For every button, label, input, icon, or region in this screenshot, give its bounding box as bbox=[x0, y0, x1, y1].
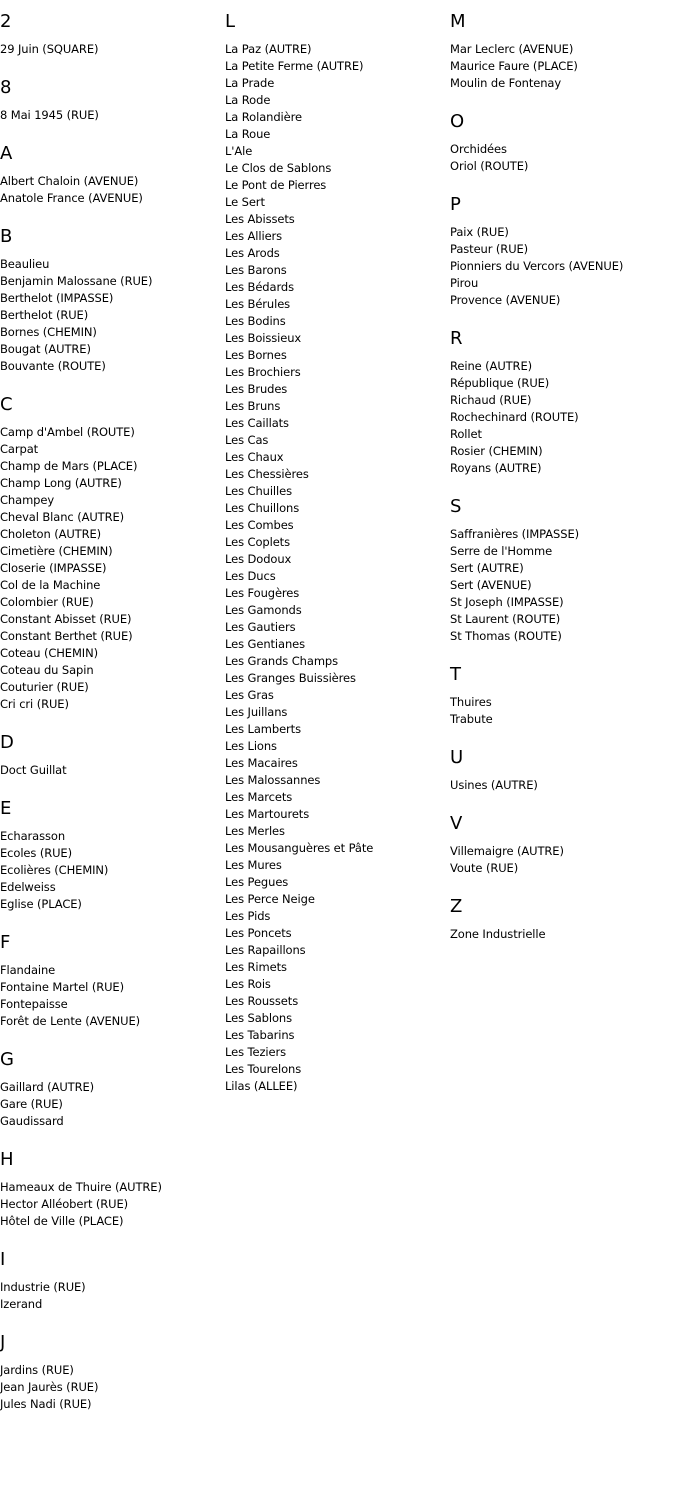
street-link[interactable]: Le Pont de Pierres bbox=[225, 178, 327, 192]
street-link[interactable]: Reine (AUTRE) bbox=[450, 359, 533, 373]
street-link[interactable]: Fontepaisse bbox=[0, 997, 68, 1011]
letter-section-o bbox=[450, 111, 672, 175]
street-link[interactable]: Les Chuillons bbox=[225, 501, 300, 515]
street-link[interactable]: Les Dodoux bbox=[225, 552, 292, 566]
street-link[interactable]: Cheval Blanc (AUTRE) bbox=[0, 510, 125, 524]
street-link[interactable]: Les Roussets bbox=[225, 994, 299, 1008]
street-link[interactable]: L'Ale bbox=[225, 144, 253, 158]
street-link[interactable]: Les Granges Buissières bbox=[225, 671, 356, 685]
street-link[interactable]: Gaudissard bbox=[0, 1114, 64, 1128]
street-link[interactable]: Les Pegues bbox=[225, 875, 289, 889]
street-list bbox=[450, 526, 672, 645]
letter-section-a bbox=[0, 143, 222, 207]
street-link[interactable]: Les Tourelons bbox=[225, 1062, 302, 1076]
street-link[interactable]: Les Chessières bbox=[225, 467, 309, 481]
street-index-column-2 bbox=[225, 11, 447, 1114]
street-link[interactable]: Lilas (ALLEE) bbox=[225, 1079, 298, 1093]
letter-heading: A bbox=[0, 143, 13, 164]
street-link[interactable]: Les Pids bbox=[225, 909, 271, 923]
street-link[interactable]: Orchidées bbox=[450, 142, 507, 156]
street-link[interactable]: Gare (RUE) bbox=[0, 1097, 63, 1111]
street-link[interactable]: Jean Jaurès (RUE) bbox=[0, 1380, 99, 1394]
street-link[interactable]: Les Chuilles bbox=[225, 484, 292, 498]
street-link[interactable]: Les Arods bbox=[225, 246, 280, 260]
letter-heading: P bbox=[450, 194, 461, 215]
street-link[interactable]: Izerand bbox=[0, 1297, 43, 1311]
street-link[interactable]: République (RUE) bbox=[450, 376, 550, 390]
street-link[interactable]: Zone Industrielle bbox=[450, 927, 546, 941]
street-link[interactable]: Les Juillans bbox=[225, 705, 288, 719]
street-link[interactable]: Hameaux de Thuire (AUTRE) bbox=[0, 1180, 162, 1194]
street-link[interactable]: Le Clos de Sablons bbox=[225, 161, 332, 175]
street-link[interactable]: Hôtel de Ville (PLACE) bbox=[0, 1214, 124, 1228]
street-list bbox=[0, 962, 222, 1030]
street-link[interactable]: Rosier (CHEMIN) bbox=[450, 444, 543, 458]
street-link[interactable]: La Prade bbox=[225, 76, 275, 90]
street-link[interactable]: Les Lions bbox=[225, 739, 277, 753]
street-link[interactable]: Les Mousanguères et Pâte bbox=[225, 841, 374, 855]
street-link[interactable]: Cri cri (RUE) bbox=[0, 697, 69, 711]
street-link[interactable]: Oriol (ROUTE) bbox=[450, 159, 529, 173]
street-link[interactable]: Eglise (PLACE) bbox=[0, 897, 82, 911]
street-link[interactable]: Les Bodins bbox=[225, 314, 286, 328]
letter-heading: Z bbox=[450, 896, 463, 917]
street-link[interactable]: Rollet bbox=[450, 427, 482, 441]
street-link[interactable]: Les Caillats bbox=[225, 416, 289, 430]
street-link[interactable]: Richaud (RUE) bbox=[450, 393, 532, 407]
letter-heading: T bbox=[450, 664, 461, 685]
street-link[interactable]: Les Marcets bbox=[225, 790, 293, 804]
letter-section-h bbox=[0, 1149, 222, 1230]
street-link[interactable]: Les Gras bbox=[225, 688, 274, 702]
letter-section-8 bbox=[0, 77, 222, 124]
street-link[interactable]: Berthelot (IMPASSE) bbox=[0, 291, 114, 305]
street-link[interactable]: Les Combes bbox=[225, 518, 294, 532]
street-link[interactable]: Bougat (AUTRE) bbox=[0, 342, 91, 356]
letter-heading: H bbox=[0, 1149, 14, 1170]
street-link[interactable]: Coteau du Sapin bbox=[0, 663, 94, 677]
letter-section-g bbox=[0, 1049, 222, 1130]
street-link[interactable]: Cimetière (CHEMIN) bbox=[0, 544, 113, 558]
street-link[interactable]: Les Rois bbox=[225, 977, 271, 991]
letter-heading: R bbox=[450, 328, 463, 349]
street-list bbox=[450, 843, 672, 877]
street-link[interactable]: Sert (AUTRE) bbox=[450, 561, 524, 575]
letter-section-f bbox=[0, 932, 222, 1030]
letter-heading: 2 bbox=[0, 11, 12, 32]
street-list bbox=[450, 694, 672, 728]
street-link[interactable]: Usines (AUTRE) bbox=[450, 778, 538, 792]
street-link[interactable]: Jules Nadi (RUE) bbox=[0, 1397, 92, 1411]
street-list bbox=[0, 256, 222, 375]
letter-section-m bbox=[450, 11, 672, 92]
street-link[interactable]: Flandaine bbox=[0, 963, 56, 977]
street-link[interactable]: St Thomas (ROUTE) bbox=[450, 629, 562, 643]
street-link[interactable]: Les Rimets bbox=[225, 960, 287, 974]
letter-heading: I bbox=[0, 1249, 6, 1270]
street-list bbox=[450, 926, 672, 943]
letter-section-u bbox=[450, 747, 672, 794]
street-link[interactable]: Les Sablons bbox=[225, 1011, 292, 1025]
street-list bbox=[450, 224, 672, 309]
street-link[interactable]: Le Sert bbox=[225, 195, 265, 209]
street-list bbox=[0, 1179, 222, 1230]
letter-section-r bbox=[450, 328, 672, 477]
street-list bbox=[0, 762, 222, 779]
street-link[interactable]: Berthelot (RUE) bbox=[0, 308, 89, 322]
street-link[interactable]: Les Chaux bbox=[225, 450, 284, 464]
street-link[interactable]: Serre de l'Homme bbox=[450, 544, 553, 558]
street-link[interactable]: Constant Berthet (RUE) bbox=[0, 629, 133, 643]
street-link[interactable]: Les Brudes bbox=[225, 382, 288, 396]
street-link[interactable]: Echarasson bbox=[0, 829, 66, 843]
street-list bbox=[450, 41, 672, 92]
street-link[interactable]: Les Bruns bbox=[225, 399, 281, 413]
street-link[interactable]: Les Abissets bbox=[225, 212, 295, 226]
letter-heading: F bbox=[0, 932, 11, 953]
street-link[interactable]: Paix (RUE) bbox=[450, 225, 509, 239]
street-link[interactable]: Les Gautiers bbox=[225, 620, 296, 634]
street-link[interactable]: Carpat bbox=[0, 442, 39, 456]
street-link[interactable]: Camp d'Ambel (ROUTE) bbox=[0, 425, 135, 439]
street-link[interactable]: Les Gentianes bbox=[225, 637, 306, 651]
street-link[interactable]: La Paz (AUTRE) bbox=[225, 42, 312, 56]
street-link[interactable]: Les Fougères bbox=[225, 586, 300, 600]
street-link[interactable]: Maurice Faure (PLACE) bbox=[450, 59, 578, 73]
street-link[interactable]: Coteau (CHEMIN) bbox=[0, 646, 98, 660]
street-index-column-1 bbox=[0, 11, 222, 1432]
street-link[interactable]: Choleton (AUTRE) bbox=[0, 527, 102, 541]
street-link[interactable]: Couturier (RUE) bbox=[0, 680, 89, 694]
street-link[interactable]: Les Mures bbox=[225, 858, 282, 872]
street-link[interactable]: Jardins (RUE) bbox=[0, 1363, 74, 1377]
street-link[interactable]: Doct Guillat bbox=[0, 763, 67, 777]
letter-heading: M bbox=[450, 11, 466, 32]
street-list bbox=[0, 1362, 222, 1413]
street-list bbox=[450, 141, 672, 175]
street-link[interactable]: Les Cas bbox=[225, 433, 269, 447]
street-link[interactable]: Col de la Machine bbox=[0, 578, 101, 592]
letter-section-v bbox=[450, 813, 672, 877]
street-link[interactable]: La Rolandière bbox=[225, 110, 302, 124]
street-link[interactable]: Constant Abisset (RUE) bbox=[0, 612, 132, 626]
letter-section-t bbox=[450, 664, 672, 728]
street-link[interactable]: Les Macaires bbox=[225, 756, 298, 770]
street-link[interactable]: Les Grands Champs bbox=[225, 654, 339, 668]
letter-section-j bbox=[0, 1332, 222, 1413]
street-link[interactable]: Ecoles (RUE) bbox=[0, 846, 72, 860]
street-link[interactable]: Saffranières (IMPASSE) bbox=[450, 527, 579, 541]
letter-section-p bbox=[450, 194, 672, 309]
letter-section-l bbox=[225, 11, 447, 1095]
street-link[interactable]: Les Lamberts bbox=[225, 722, 301, 736]
letter-section-s bbox=[450, 496, 672, 645]
street-list bbox=[0, 828, 222, 913]
street-link[interactable]: Mar Leclerc (AVENUE) bbox=[450, 42, 574, 56]
letter-heading: S bbox=[450, 496, 462, 517]
street-link[interactable]: Champey bbox=[0, 493, 55, 507]
street-link[interactable]: Bornes (CHEMIN) bbox=[0, 325, 97, 339]
street-link[interactable]: Closerie (IMPASSE) bbox=[0, 561, 107, 575]
letter-heading: U bbox=[450, 747, 464, 768]
street-link[interactable]: Les Gamonds bbox=[225, 603, 302, 617]
street-link[interactable]: Les Bérules bbox=[225, 297, 291, 311]
street-link[interactable]: Les Malossannes bbox=[225, 773, 321, 787]
street-list bbox=[0, 424, 222, 713]
street-list bbox=[450, 358, 672, 477]
street-link[interactable]: Les Ducs bbox=[225, 569, 276, 583]
street-link[interactable]: Sert (AVENUE) bbox=[450, 578, 532, 592]
street-link[interactable]: Royans (AUTRE) bbox=[450, 461, 542, 475]
street-link[interactable]: Les Bornes bbox=[225, 348, 287, 362]
street-list bbox=[0, 173, 222, 207]
street-link[interactable]: La Rode bbox=[225, 93, 271, 107]
street-link[interactable]: Villemaigre (AUTRE) bbox=[450, 844, 564, 858]
street-link[interactable]: Voute (RUE) bbox=[450, 861, 519, 875]
letter-section-c bbox=[0, 394, 222, 713]
street-list bbox=[0, 41, 222, 58]
letter-heading: O bbox=[450, 111, 465, 132]
street-link[interactable]: Gaillard (AUTRE) bbox=[0, 1080, 95, 1094]
street-link[interactable]: Anatole France (AVENUE) bbox=[0, 191, 143, 205]
letter-heading: J bbox=[0, 1332, 6, 1353]
street-link[interactable]: La Petite Ferme (AUTRE) bbox=[225, 59, 364, 73]
street-link[interactable]: 29 Juin (SQUARE) bbox=[0, 42, 99, 56]
street-link[interactable]: Pasteur (RUE) bbox=[450, 242, 529, 256]
street-link[interactable]: St Laurent (ROUTE) bbox=[450, 612, 561, 626]
street-link[interactable]: Fontaine Martel (RUE) bbox=[0, 980, 124, 994]
street-link[interactable]: Beaulieu bbox=[0, 257, 50, 271]
street-link[interactable]: Les Alliers bbox=[225, 229, 283, 243]
letter-heading: D bbox=[0, 732, 14, 753]
street-link[interactable]: Rochechinard (ROUTE) bbox=[450, 410, 579, 424]
street-link[interactable]: La Roue bbox=[225, 127, 271, 141]
letter-heading: E bbox=[0, 798, 12, 819]
street-link[interactable]: Champ Long (AUTRE) bbox=[0, 476, 122, 490]
street-link[interactable]: Les Coplets bbox=[225, 535, 290, 549]
street-link[interactable]: Pionniers du Vercors (AVENUE) bbox=[450, 259, 624, 273]
letter-heading: L bbox=[225, 11, 236, 32]
street-link[interactable]: St Joseph (IMPASSE) bbox=[450, 595, 564, 609]
letter-heading: V bbox=[450, 813, 463, 834]
street-list bbox=[0, 107, 222, 124]
letter-section-i bbox=[0, 1249, 222, 1313]
street-list bbox=[0, 1079, 222, 1130]
street-link[interactable]: Benjamin Malossane (RUE) bbox=[0, 274, 153, 288]
street-link[interactable]: Les Merles bbox=[225, 824, 285, 838]
street-link[interactable]: Champ de Mars (PLACE) bbox=[0, 459, 138, 473]
letter-section-b bbox=[0, 226, 222, 375]
street-link[interactable]: Les Perce Neige bbox=[225, 892, 315, 906]
street-link[interactable]: Albert Chaloin (AVENUE) bbox=[0, 174, 139, 188]
letter-heading: B bbox=[0, 226, 13, 247]
street-link[interactable]: Les Boissieux bbox=[225, 331, 302, 345]
street-link[interactable]: Forêt de Lente (AVENUE) bbox=[0, 1014, 141, 1028]
street-list bbox=[450, 777, 672, 794]
street-link[interactable]: Provence (AVENUE) bbox=[450, 293, 561, 307]
street-link[interactable]: Thuires bbox=[450, 695, 492, 709]
street-link[interactable]: Les Barons bbox=[225, 263, 287, 277]
street-link[interactable]: Les Rapaillons bbox=[225, 943, 306, 957]
street-link[interactable]: Les Martourets bbox=[225, 807, 310, 821]
street-link[interactable]: Les Bédards bbox=[225, 280, 294, 294]
street-link[interactable]: Les Brochiers bbox=[225, 365, 301, 379]
letter-section-e bbox=[0, 798, 222, 913]
street-list bbox=[225, 41, 447, 1095]
street-link[interactable]: Industrie (RUE) bbox=[0, 1280, 86, 1294]
street-list bbox=[0, 1279, 222, 1313]
street-link[interactable]: Les Poncets bbox=[225, 926, 292, 940]
street-link[interactable]: Hector Alléobert (RUE) bbox=[0, 1197, 129, 1211]
street-link[interactable]: Bouvante (ROUTE) bbox=[0, 359, 106, 373]
street-link[interactable]: 8 Mai 1945 (RUE) bbox=[0, 108, 99, 122]
street-link[interactable]: Moulin de Fontenay bbox=[450, 76, 562, 90]
street-link[interactable]: Ecolières (CHEMIN) bbox=[0, 863, 109, 877]
letter-heading: C bbox=[0, 394, 13, 415]
street-link[interactable]: Les Tabarins bbox=[225, 1028, 295, 1042]
street-link[interactable]: Edelweiss bbox=[0, 880, 56, 894]
letter-heading: 8 bbox=[0, 77, 12, 98]
street-link[interactable]: Colombier (RUE) bbox=[0, 595, 94, 609]
street-link[interactable]: Pirou bbox=[450, 276, 479, 290]
street-link[interactable]: Les Teziers bbox=[225, 1045, 286, 1059]
letter-section-d bbox=[0, 732, 222, 779]
street-link[interactable]: Trabute bbox=[450, 712, 493, 726]
letter-section-z bbox=[450, 896, 672, 943]
street-index-column-3 bbox=[450, 11, 672, 962]
letter-section-2 bbox=[0, 11, 222, 58]
letter-heading: G bbox=[0, 1049, 14, 1070]
